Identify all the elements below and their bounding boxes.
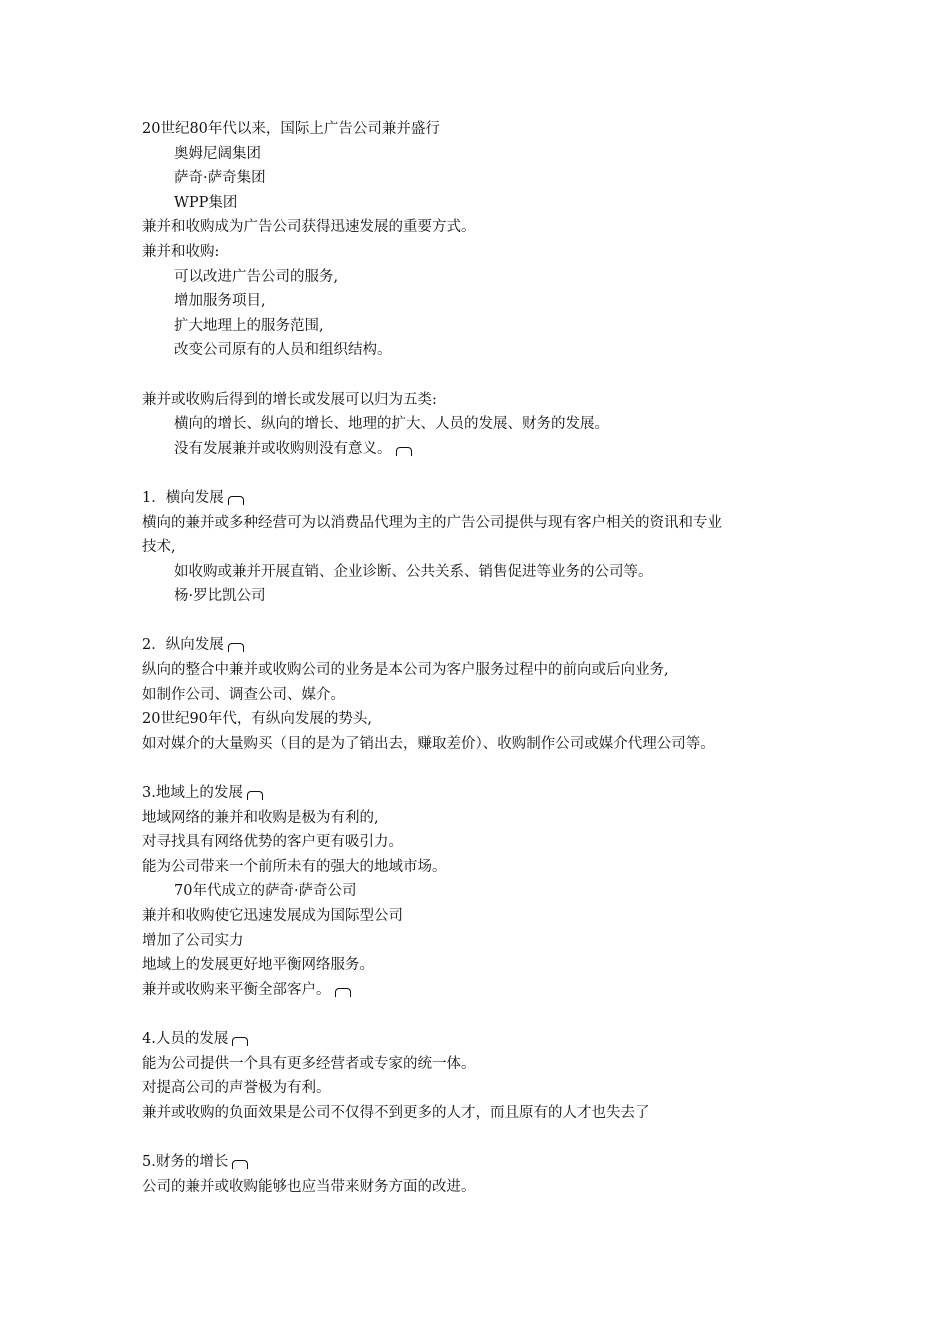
section-5-title: 5.财务的增长 (142, 1153, 229, 1170)
categories-note-line (142, 437, 822, 462)
spacer (142, 756, 822, 781)
section-2-text: 纵向的整合中兼并或收购公司的业务是本公司为客户服务过程中的前向或后向业务, (142, 662, 669, 679)
spacer (142, 1125, 822, 1150)
categories-title: 兼并或收购后得到的增长或发展可以归为五类: (142, 391, 437, 408)
section-1-title-line (142, 486, 822, 511)
document-body (142, 117, 822, 1199)
intro-heading: 20世纪80年代以来，国际上广告公司兼并盛行 (142, 121, 440, 137)
slide-link-icon[interactable] (232, 1037, 248, 1046)
group-item: 萨奇·萨奇集团 (174, 170, 266, 187)
slide-link-icon[interactable] (247, 791, 263, 800)
group-item: WPP集团 (174, 194, 238, 211)
benefits-title: 兼并和收购: (142, 243, 220, 260)
section-4-title: 4.人员的发展 (142, 1030, 229, 1047)
section-2-text: 20世纪90年代，有纵向发展的势头, (142, 711, 373, 728)
section-3-title-line (142, 781, 822, 806)
section-2-title-line (142, 633, 822, 658)
slide-link-icon[interactable] (335, 988, 351, 997)
section-3-text: 兼并和收购使它迅速发展成为国际型公司 (142, 908, 403, 924)
section-2-title: 2．纵向发展 (142, 637, 224, 654)
section-3-text: 对寻找具有网络优势的客户更有吸引力。 (142, 834, 403, 851)
section-3-text: 兼并或收购来平衡全部客户。 (142, 981, 331, 998)
benefit-item: 改变公司原有的人员和组织结构。 (174, 342, 392, 359)
spacer (142, 461, 822, 486)
section-4-text: 能为公司提供一个具有更多经营者或专家的统一体。 (142, 1055, 476, 1072)
section-1-text: 技术, (142, 539, 176, 556)
slide-link-icon[interactable] (228, 496, 244, 505)
section-5-title-line (142, 1150, 822, 1175)
section-3-text: 能为公司带来一个前所未有的强大的地域市场。 (142, 858, 447, 875)
slide-link-icon[interactable] (396, 447, 412, 456)
slide-link-icon[interactable] (228, 643, 244, 652)
section-4-text: 对提高公司的声誉极为有利。 (142, 1080, 331, 1097)
benefit-item: 扩大地理上的服务范围, (174, 317, 324, 334)
section-2-text: 如对媒介的大量购买（目的是为了销出去，赚取差价）、收购制作公司或媒介代理公司等。 (142, 735, 715, 752)
section-3-text: 增加了公司实力 (142, 932, 244, 949)
section-5-text: 公司的兼并或收购能够也应当带来财务方面的改进。 (142, 1178, 476, 1195)
categories-list: 横向的增长、纵向的增长、地理的扩大、人员的发展、财务的发展。 (174, 416, 609, 433)
group-item: 奥姆尼阔集团 (174, 145, 261, 162)
categories-note: 没有发展兼并或收购则没有意义。 (174, 440, 392, 457)
section-1-company: 杨·罗比凯公司 (174, 588, 266, 605)
section-4-text: 兼并或收购的负面效果是公司不仅得不到更多的人才，而且原有的人才也失去了 (142, 1104, 650, 1121)
section-3-last-line (142, 978, 822, 1003)
section-3-text: 地域网络的兼并和收购是极为有利的, (142, 809, 379, 826)
section-1-title: 1．横向发展 (142, 489, 224, 506)
benefit-item: 可以改进广告公司的服务, (174, 268, 339, 285)
section-3-title: 3.地域上的发展 (142, 785, 243, 802)
section-2-text: 如制作公司、调查公司、媒介。 (142, 686, 345, 703)
section-1-example: 如收购或兼并开展直销、企业诊断、公共关系、销售促进等业务的公司等。 (174, 563, 653, 580)
slide-link-icon[interactable] (232, 1160, 248, 1169)
importance-text: 兼并和收购成为广告公司获得迅速发展的重要方式。 (142, 219, 476, 236)
section-3-example: 70年代成立的萨奇·萨奇公司 (174, 883, 357, 900)
spacer (142, 363, 822, 388)
section-4-title-line (142, 1027, 822, 1052)
section-3-text: 地域上的发展更好地平衡网络服务。 (142, 957, 374, 974)
benefit-item: 增加服务项目, (174, 293, 266, 310)
section-1-text: 横向的兼并或多种经营可为以消费品代理为主的广告公司提供与现有客户相关的资讯和专业 (142, 514, 722, 531)
spacer (142, 609, 822, 634)
spacer (142, 1002, 822, 1027)
